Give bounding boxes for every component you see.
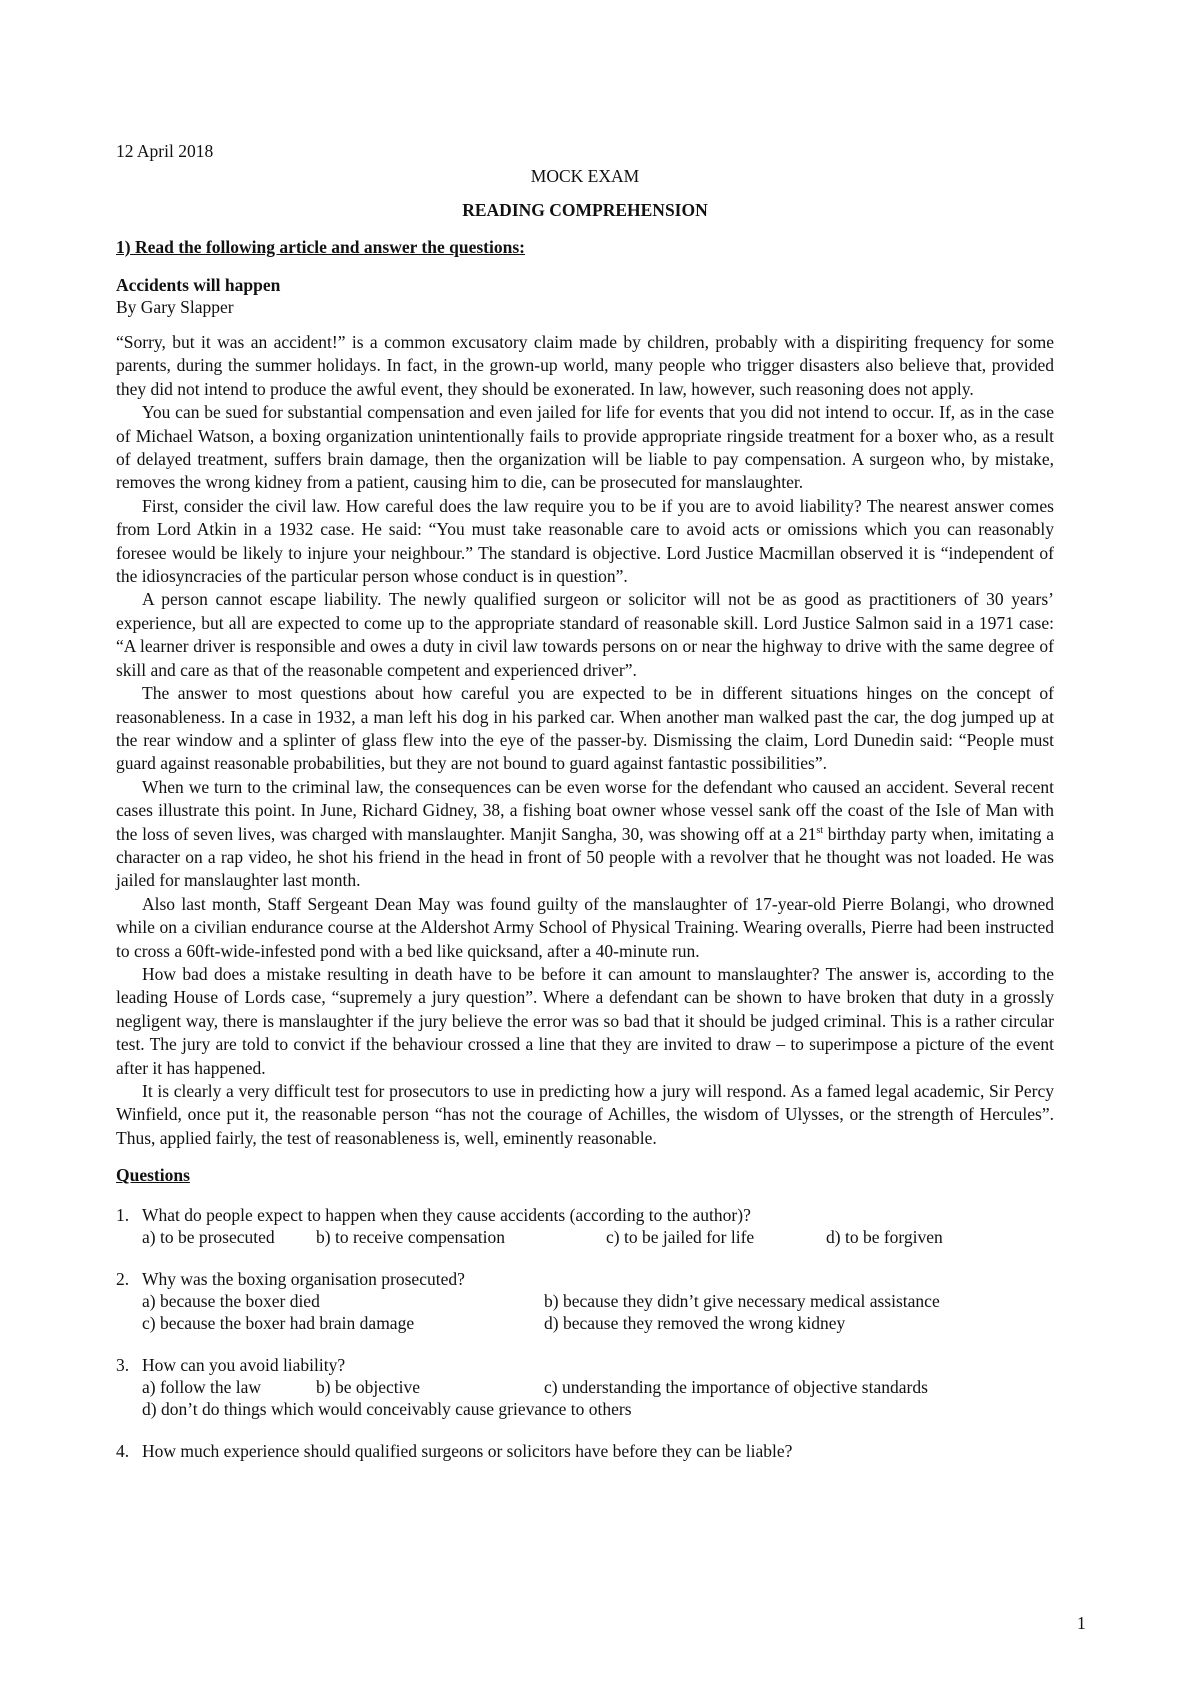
option-b[interactable]: b) be objective <box>316 1377 420 1398</box>
article-paragraph: Also last month, Staff Sergeant Dean May was found guilty of the manslaughter of 17-year-old Pierre Bolangi, who drowned while on a civilian endurance course at the Aldershot Army School of Physical Training. Wearing overalls, Pierre had been instructed to cross a 60ft-wide-infested pond with a bed like quicksand, after a 40-minute run. <box>116 893 1054 961</box>
instruction <box>116 236 1054 258</box>
exam-title: MOCK EXAM <box>530 166 640 186</box>
question-text: How can you avoid liability? <box>142 1355 346 1376</box>
option-d[interactable]: d) don’t do things which would conceivably cause grievance to others <box>142 1399 632 1420</box>
question-stem <box>116 1354 1054 1376</box>
article-byline: By Gary Slapper <box>116 297 234 317</box>
question-number: 3. <box>116 1355 130 1376</box>
question-1 <box>116 1204 1054 1248</box>
paragraph-text: When we turn to the criminal law, the consequences can be even worse for the defendant who caused an accident. Several recent cases illustrate this point. In June, Richard Gidney, 38, a fishing boat owner whose vessel sank off the coast of the Isle of Man with the loss of seven lives, was charged with manslaughter. Manjit Sangha, 30, was showing off at a 21 <box>116 776 1054 844</box>
paragraph-text: birthday party when, imitating a character on a rap video, he shot his friend in the head in front of 50 people with a revolver that he thought was not loaded. He was jailed for manslaughter last month. <box>116 823 1054 891</box>
article-paragraph: A person cannot escape liability. The newly qualified surgeon or solicitor will not be as good as practitioners of 30 years’ experience, but all are expected to come up to the appropriate standard of reasonable skill. Lord Justice Salmon said in a 1971 case: “A learner driver is responsible and owes a duty in civil law towards persons on or near the highway to drive with the same degree of skill and care as that of the reasonable competent and experienced driver”. <box>116 589 1054 680</box>
article-paragraph: “Sorry, but it was an accident!” is a common excusatory claim made by children, probably with a dispiriting frequency for some parents, during the summer holidays. In fact, in the grown-up world, many people who trigger disasters also believe that, provided they did not intend to produce the awful event, they should be exonerated. In law, however, such reasoning does not apply. <box>116 332 1054 399</box>
page-number: 1 <box>1077 1613 1086 1633</box>
question-number: 1. <box>116 1205 130 1226</box>
option-c[interactable]: c) to be jailed for life <box>606 1227 755 1248</box>
question-3 <box>116 1354 1054 1420</box>
option-a[interactable]: a) follow the law <box>142 1377 262 1398</box>
questions-list <box>116 1204 1054 1462</box>
option-d[interactable]: d) because they removed the wrong kidney <box>544 1313 846 1334</box>
question-stem <box>116 1268 1054 1290</box>
question-number: 4. <box>116 1441 130 1462</box>
exam-date: 12 April 2018 <box>116 141 214 161</box>
option-c[interactable]: c) because the boxer had brain damage <box>142 1313 415 1334</box>
answer-options <box>142 1226 1054 1248</box>
article-paragraph: How bad does a mistake resulting in death have to be before it can amount to manslaughter? The answer is, according to the leading House of Lords case, “supremely a jury question”. Where a defendant can be shown to have broken that duty in a grossly negligent way, there is manslaughter if the jury believe the error was so bad that it should be judged criminal. This is a rather circular test. The jury are told to convict if the behaviour crossed a line that they are invited to draw – to superimpose a picture of the event after it has happened. <box>116 963 1054 1078</box>
option-b[interactable]: b) because they didn’t give necessary medical assistance <box>544 1291 940 1312</box>
question-text: How much experience should qualified surgeons or solicitors have before they can be liable? <box>142 1441 793 1462</box>
ordinal-suffix: st <box>816 824 823 836</box>
article-paragraph: The answer to most questions about how careful you are expected to be in different situations hinges on the concept of reasonableness. In a case in 1932, a man left his dog in his parked car. When another man walked past the car, the dog jumped up at the rear window and a splinter of glass flew into the eye of the passer-by. Dismissing the claim, Lord Dunedin said: “People must guard against reasonable probabilities, but they are not bound to guard against fantastic possibilities”. <box>116 683 1054 774</box>
question-stem <box>116 1440 1054 1462</box>
article-title: Accidents will happen <box>116 275 281 295</box>
article-body <box>116 331 1054 1150</box>
article-paragraph: First, consider the civil law. How careful does the law require you to be if you are to avoid liability? The nearest answer comes from Lord Atkin in a 1932 case. He said: “You must take reasonable care to avoid acts or omissions which you can reasonably foresee would be likely to injure your neighbour.” The standard is objective. Lord Justice Macmillan observed it is “independent of the idiosyncracies of the particular person whose conduct is in question”. <box>116 495 1054 587</box>
instruction-number: 1) <box>116 237 131 257</box>
article-paragraph <box>116 776 1054 893</box>
question-4 <box>116 1440 1054 1462</box>
questions-heading: Questions <box>116 1165 190 1186</box>
option-b[interactable]: b) to receive compensation <box>316 1227 506 1248</box>
question-number: 2. <box>116 1269 130 1290</box>
option-d[interactable]: d) to be forgiven <box>826 1227 943 1248</box>
article-paragraph: It is clearly a very difficult test for prosecutors to use in predicting how a jury will respond. As a famed legal academic, Sir Percy Winfield, once put it, the reasonable person “has not the courage of Achilles, the wisdom of Ulysses, or the strength of Hercules”. Thus, applied fairly, the test of reasonableness is, well, eminently reasonable. <box>116 1081 1054 1148</box>
exam-page <box>116 140 1054 1670</box>
option-a[interactable]: a) because the boxer died <box>142 1291 320 1312</box>
answer-options <box>142 1290 1054 1334</box>
section-title: READING COMPREHENSION <box>462 200 708 220</box>
option-c[interactable]: c) understanding the importance of objective standards <box>544 1377 928 1398</box>
option-a[interactable]: a) to be prosecuted <box>142 1227 275 1248</box>
question-stem <box>116 1204 1054 1226</box>
article-paragraph: You can be sued for substantial compensation and even jailed for life for events that you did not intend to occur. If, as in the case of Michael Watson, a boxing organization unintentionally fails to provide appropriate ringside treatment for a boxer who, as a result of delayed treatment, suffers brain damage, then the organization will be liable to pay compensation. A surgeon who, by mistake, removes the wrong kidney from a patient, causing him to die, can be prosecuted for manslaughter. <box>116 402 1054 493</box>
question-2 <box>116 1268 1054 1334</box>
instruction-text: Read the following article and answer the questions: <box>130 237 525 257</box>
question-text: Why was the boxing organisation prosecuted? <box>142 1269 465 1290</box>
question-text: What do people expect to happen when they cause accidents (according to the author)? <box>142 1205 751 1226</box>
answer-options <box>142 1376 1054 1420</box>
